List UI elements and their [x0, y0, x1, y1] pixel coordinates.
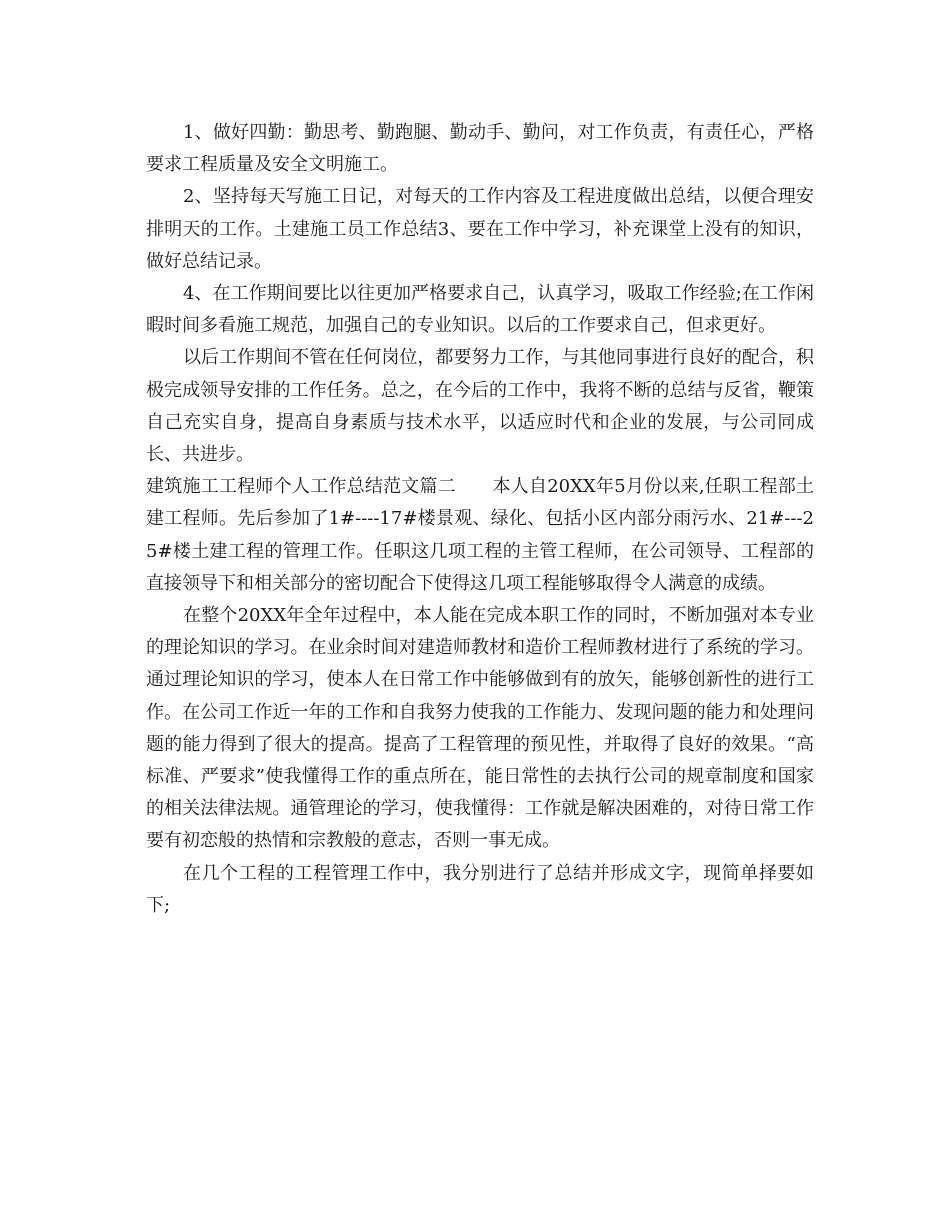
paragraph-2: 2、坚持每天写施工日记，对每天的工作内容及工程进度做出总结，以便合理安排明天的工作。土建施工员工作总结3、要在工作中学习，补充课堂上没有的知识，做好总结记录。 [146, 186, 814, 272]
document-body [146, 117, 814, 922]
paragraph-1: 1、做好四勤：勤思考、勤跑腿、勤动手、勤问，对工作负责，有责任心，严格要求工程质量及安全文明施工。 [146, 122, 814, 176]
paragraph-4: 以后工作期间不管在任何岗位，都要努力工作，与其他同事进行良好的配合，积极完成领导安排的工作任务。总之，在今后的工作中，我将不断的总结与反省，鞭策自己充实自身，提高自身素质与技术水平，以适应时代和企业的发展，与公司同成长、共进步。 [146, 347, 814, 466]
paragraph-6: 在整个20XX年全年过程中，本人能在完成本职工作的同时，不断加强对本专业的理论知识的学习。在业余时间对建造师教材和造价工程师教材进行了系统的学习。通过理论知识的学习，使本人在日常工作中能够做到有的放矢，能够创新性的进行工作。在公司工作近一年的工作和自我努力使我的工作能力、发现问题的能力和处理问题的能力得到了很大的提高。提高了工程管理的预见性，并取得了良好的效果。“高标准、严要求”使我懂得工作的重点所在，能日常性的去执行公司的规章制度和国家的相关法律法规。通管理论的学习，使我懂得：工作就是解决困难的，对待日常工作要有初恋般的热情和宗教般的意志，否则一事无成。 [146, 605, 814, 852]
paragraph-3: 4、在工作期间要比以往更加严格要求自己，认真学习，吸取工作经验;在工作闲暇时间多看施工规范，加强自己的专业知识。以后的工作要求自己，但求更好。 [146, 283, 814, 337]
paragraph-5-section-heading: 建筑施工工程师个人工作总结范文篇二 本人自20XX年5月份以来,任职工程部土建工程师。先后参加了1#----17#楼景观、绿化、包括小区内部分雨污水、21#---25#楼土建工程的管理工作。任职这几项工程的主管工程师，在公司领导、工程部的直接领导下和相关部分的密切配合下使得这几项工程能够取得令人满意的成绩。 [146, 476, 814, 594]
paragraph-7: 在几个工程的工程管理工作中，我分别进行了总结并形成文字，现简单择要如下; [146, 862, 814, 916]
